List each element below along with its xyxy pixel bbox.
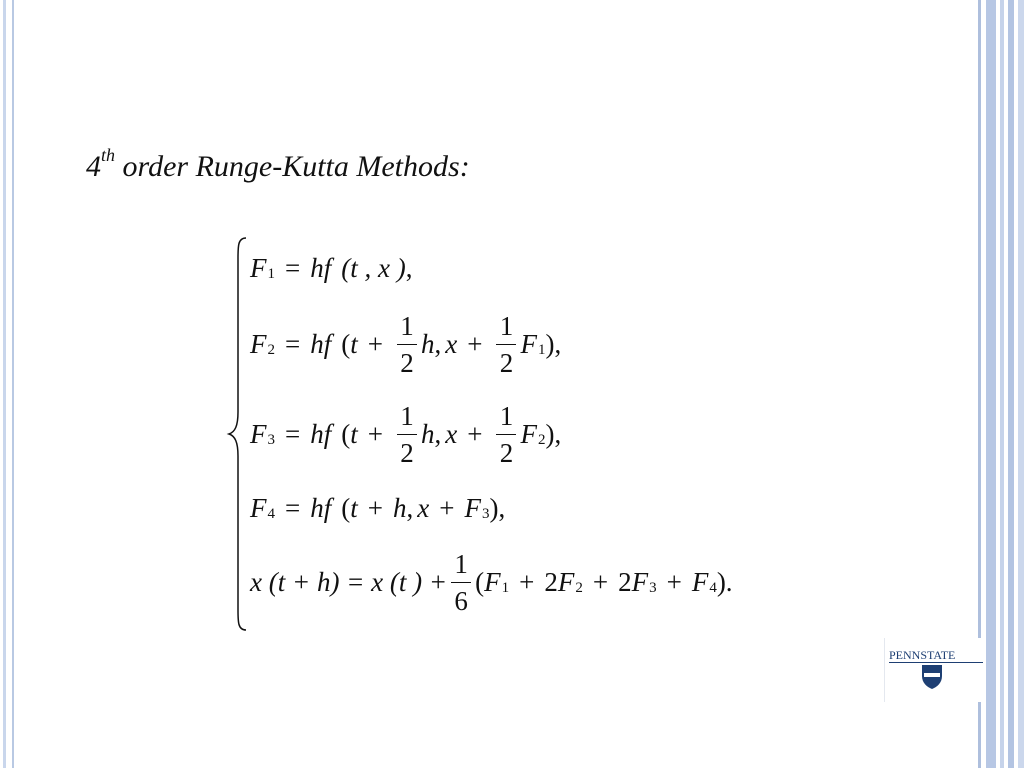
slide-right-border — [978, 0, 1024, 768]
equation-x-update: x (t + h) = x (t ) + $\frac{1}{6}$ ( F $_1$ + 2 F $_2$ + 2 F $_3$ + F $_4$ ). — [250, 552, 733, 612]
slide-left-border — [0, 0, 14, 768]
title-superscript: th — [101, 145, 116, 165]
fraction-half: $\frac{1}{2}$ — [496, 308, 516, 381]
pennstate-logo — [884, 638, 983, 702]
equation-f3: F $_3$ = hf ( t + $\frac{1}{2}$ h , x + $\frac{1}{2}$ F $_2$ ), — [250, 404, 561, 464]
fraction-sixth: $\frac{1}{6}$ — [451, 546, 471, 619]
equation-f4: F $_4$ = hf ( t + h , x + F $_3$ ), — [250, 492, 506, 523]
slide-title: 4th order Runge-Kutta Methods: — [86, 145, 470, 183]
fraction-half: $\frac{1}{2}$ — [397, 308, 417, 381]
shield-icon — [921, 664, 943, 690]
fraction-half: $\frac{1}{2}$ — [496, 398, 516, 471]
left-brace — [226, 236, 248, 632]
equation-f2: F $_2$ = hf ( t + $\frac{1}{2}$ h , x + $\frac{1}{2}$ F $_1$ ), — [250, 314, 561, 374]
fraction-half: $\frac{1}{2}$ — [397, 398, 417, 471]
logo-wordmark: PENNSTATE — [889, 648, 956, 662]
equation-f1: F $_1$ = hf (t , x ) , — [250, 252, 413, 283]
